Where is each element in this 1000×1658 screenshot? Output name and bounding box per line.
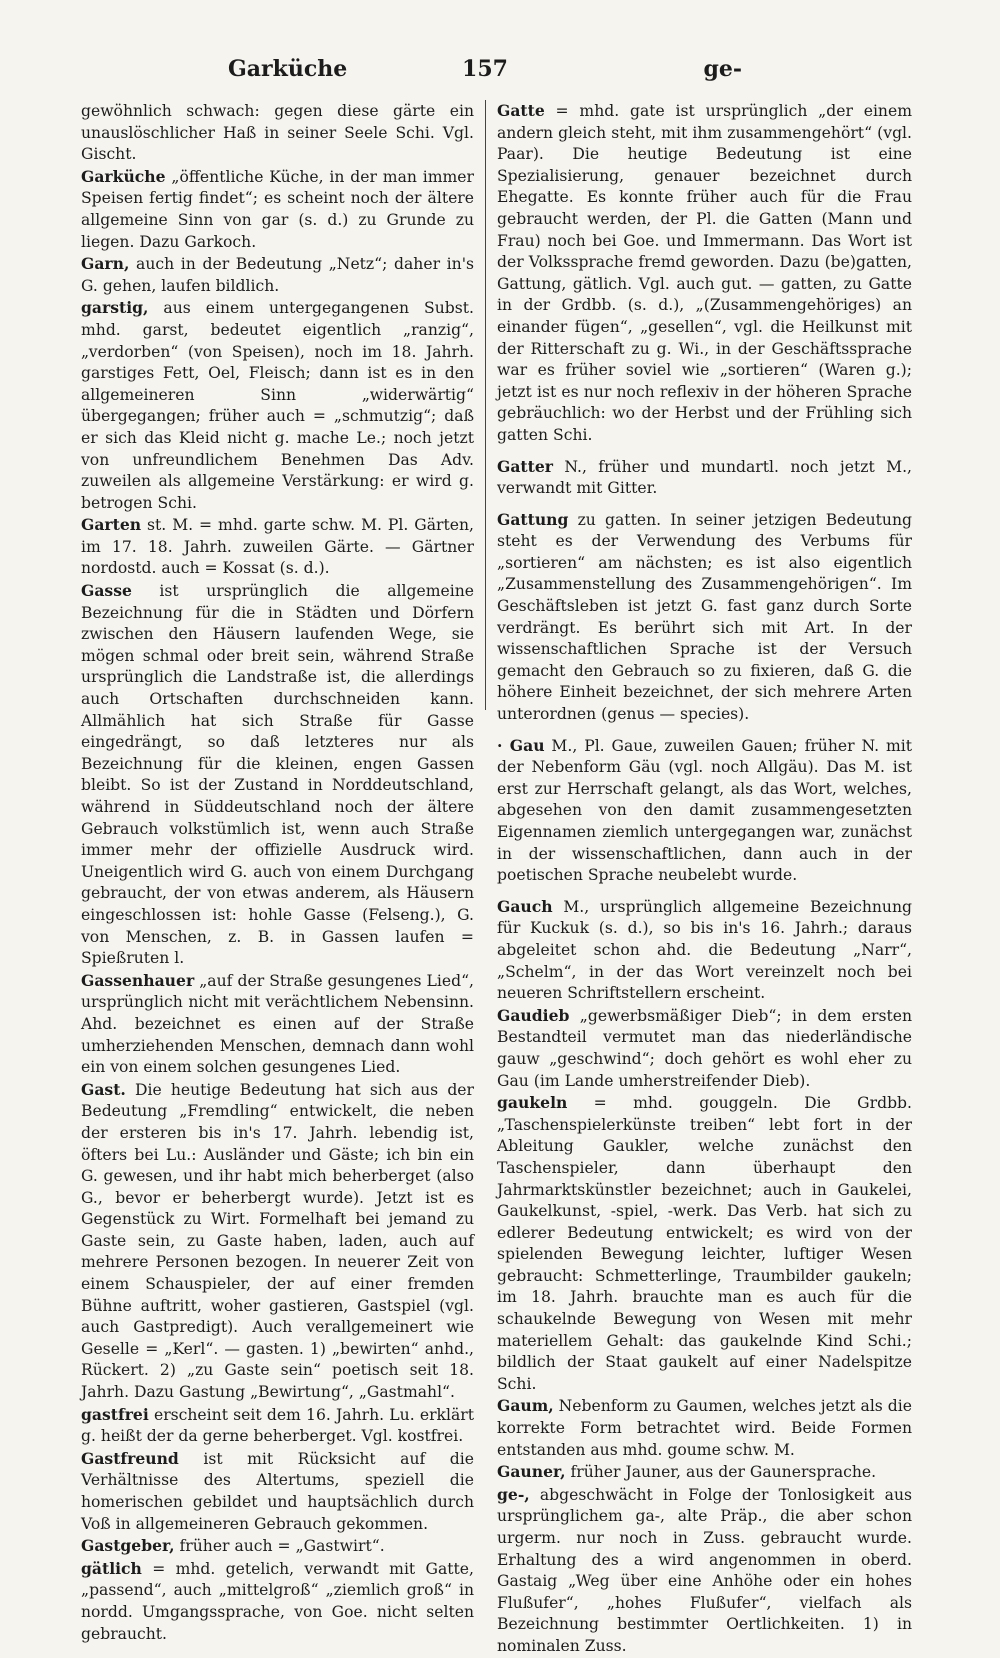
headword: Gasse bbox=[81, 581, 132, 601]
headword: Gatter bbox=[497, 456, 553, 476]
headword: Gast. bbox=[81, 1079, 126, 1099]
entry-gatte bbox=[497, 100, 912, 447]
entry-text: N., früher und mundartl. noch jetzt M., verwandt mit Gitter. bbox=[497, 457, 912, 498]
entry-gast bbox=[81, 1079, 474, 1404]
entry-text: M., Pl. Gaue, zuweilen Gauen; früher N. mit der Nebenform Gäu (vgl. noch Allgäu). Das M. ist erst zur Herrschaft gelangt, als das Wort, welches, abgesehen von den damit zusammengesetzten Eigennamen ziemlich untergegangen war, zunächst in der wissenschaftlichen, dann auch in der poetischen Sprache neubelebt wurde. bbox=[497, 736, 912, 885]
entry-gassenhauer bbox=[81, 970, 474, 1079]
column-divider bbox=[485, 100, 486, 710]
entry-text: st. M. = mhd. garte schw. M. Pl. Gärten, im 17. 18. Jahrh. zuweilen Gärte. — Gärtner nordostd. auch = Kossat (s. d.). bbox=[81, 516, 474, 578]
entry-text: aus einem untergegangenen Subst. mhd. garst, bedeutet eigentlich „ranzig“, „verdorben“ (von Speisen), noch im 18. Jahrh. garstiges Fett, Oel, Fleisch; dann ist es in den allgemeineren Sinn „widerwärtig“ übergegangen; früher auch = „schmutzig“; daß er sich das Kleid nicht g. mache Le.; noch jetzt von unfreundlichem Benehmen Das Adv. zuweilen als allgemeine Verstärkung: er wird g. betrogen Schi. bbox=[81, 299, 474, 512]
headword: · Gau bbox=[497, 735, 545, 755]
entry-text: „öffentliche Küche, in der man immer Speisen fertig findet“; es scheint noch der ältere allgemeine Sinn von gar (s. d.) zu Grunde zu liegen. Dazu Garkoch. bbox=[81, 167, 474, 251]
entry-text: „auf der Straße gesungenes Lied“, ursprünglich nicht mit verächtlichem Nebensinn. Ahd. bezeichnet es einen auf der Straße umherziehenden Menschen, demnach dann wohl ein von einem solchen gesungenes Lied. bbox=[81, 971, 474, 1077]
entry-text: = mhd. gate ist ursprünglich „der einem andern gleich steht, mit ihm zusammengehört“ (vgl. Paar). Die heutige Bedeutung ist eine Spezialisierung, genauer bezeichnet durch Ehegatte. Es konnte früher auch für die Frau gebraucht werden, der Pl. die Gatten (Mann und Frau) noch bei Goe. und Immermann. Das Wort ist der Volkssprache fremd geworden. Dazu (be)gatten, Gattung, gätlich. Vgl. auch gut. — gatten, zu Gatte in der Grdbb. (s. d.), „(Zusammengehöriges) an einander fügen“, „gesellen“, vgl. die Heilkunst mit der Ritterschaft zu g. Wi., in der Geschäftssprache war es früher soviel wie „sortieren“ (Waren g.); jetzt ist es nur noch reflexiv in der höheren Sprache gebräuchlich: wo der Herbst und der Frühling sich gatten Schi. bbox=[497, 102, 912, 444]
entry-text: ist mit Rücksicht auf die Verhältnisse des Altertums, speziell die homerischen gebildet und hauptsächlich durch Voß in allgemeineren Gebrauch gekommen. bbox=[81, 1449, 474, 1533]
headword: Gattung bbox=[497, 509, 569, 529]
headword: Gaum, bbox=[497, 1396, 554, 1416]
headword: Gastfreund bbox=[81, 1448, 179, 1468]
headword: ge-, bbox=[497, 1484, 530, 1504]
entry-text: Nebenform zu Gaumen, welches jetzt als die korrekte Form betrachtet wird. Beide Formen entstanden aus mhd. goume schw. M. bbox=[497, 1397, 912, 1459]
entry-text: M., ursprünglich allgemeine Bezeichnung für Kuckuk (s. d.), so bis in's 16. Jahrh.; daraus abgeleitet schon ahd. die Bedeutung „Narr“, „Schelm“, in der das Wort vereinzelt noch bei neueren Schriftstellern erscheint. bbox=[497, 897, 912, 1003]
entry-gastfrei bbox=[81, 1404, 474, 1448]
entry-text: = mhd. getelich, verwandt mit Gatte, „passend“, auch „mittelgroß“ „ziemlich groß“ in nordd. Umgangssprache, von Goe. nicht selten gebraucht. bbox=[81, 1559, 474, 1643]
entry-gastgeber bbox=[81, 1535, 474, 1558]
entry-ge bbox=[497, 1484, 912, 1658]
entry-continuation: gewöhnlich schwach: gegen diese gärte ein unauslöschlicher Haß in seiner Seele Schi. Vgl. Gischt. bbox=[81, 102, 474, 164]
header-catchword-right: ge- bbox=[703, 56, 742, 82]
headword: Garküche bbox=[81, 166, 166, 186]
entry-garstig bbox=[81, 297, 474, 514]
entry-text: Die heutige Bedeutung hat sich aus der Bedeutung „Fremdling“ entwickelt, die neben der ersteren bis in's 17. Jahrh. lebendig ist, öfters bei Lu.: Ausländer und Gäste; ich bin ein G. gewesen, und ihr habt mich beherberget (also G., bevor er beherbergt wurde). Jetzt ist es Gegenstück zu Wirt. Formelhaft bei jemand zu Gaste sein, zu Gaste haben, laden, auch auf mehrere Personen bezogen. In neuerer Zeit von einem Schauspieler, der auf einer fremden Bühne auftritt, woher gastieren, Gastspiel (vgl. auch Gastpredigt). Auch verallgemeinert wie Geselle = „Kerl“. — gasten. 1) „bewirten“ anhd., Rückert. 2) „zu Gaste sein“ poetisch seit 18. Jahrh. Dazu Gastung „Bewirtung“, „Gastmahl“. bbox=[81, 1080, 474, 1402]
entry-text: erscheint seit dem 16. Jahrh. Lu. erklärt g. heißt der da gerne beherberget. Vgl. kostfrei. bbox=[81, 1405, 474, 1446]
headword: gastfrei bbox=[81, 1404, 149, 1424]
headword: Gauner, bbox=[497, 1462, 566, 1482]
entry-text: = mhd. gouggeln. Die Grdbb. „Taschenspielerkünste treiben“ lebt fort in der Ableitung Gaukler, welche zunächst den Taschenspieler, dann überhaupt den Jahrmarktskünstler bezeichnet; auch in Gaukelei, Gaukelkunst, -spiel, -werk. Das Verb. hat sich zu edlerer Bedeutung entwickelt; es wird von der spielenden Bewegung leichter, luftiger Wesen gebraucht: Schmetterlinge, Traumbilder gaukeln; im 18. Jahrh. brauchte man es auch für die schaukelnde Bewegung von Wesen mit mehr materiellem Gehalt: das gaukelnde Kind Schi.; bildlich der Staat gaukelt auf einer Nadelspitze Schi. bbox=[497, 1094, 912, 1393]
entry-text: „gewerbsmäßiger Dieb“; in dem ersten Bestandteil vermutet man das niederländische gauw „geschwind“; doch gehört es wohl eher zu Gau (im Lande umherstreifender Dieb). bbox=[497, 1006, 912, 1090]
entry-text: früher auch = „Gastwirt“. bbox=[174, 1537, 385, 1556]
page-number: 157 bbox=[462, 56, 508, 82]
headword: Gauch bbox=[497, 896, 553, 916]
entry-gaudieb bbox=[497, 1005, 912, 1092]
headword: gaukeln bbox=[497, 1093, 568, 1113]
entry-gau bbox=[497, 735, 912, 887]
left-column bbox=[81, 100, 474, 1643]
header-catchword-left: Garküche bbox=[228, 56, 348, 82]
entry-text: früher Jauner, aus der Gaunersprache. bbox=[565, 1463, 877, 1482]
right-column bbox=[497, 100, 912, 1655]
entry-garkueche bbox=[81, 166, 474, 253]
headword: gätlich bbox=[81, 1558, 142, 1578]
headword: Gassenhauer bbox=[81, 970, 195, 990]
entry-garten bbox=[81, 514, 474, 580]
entry-gastfreund bbox=[81, 1448, 474, 1535]
headword: Gaudieb bbox=[497, 1005, 570, 1025]
entry-text: zu gatten. In seiner jetzigen Bedeutung steht es der Verwendung des Verbums für „sortieren“ am nächsten; es ist also eigentlich „Zusammenstellung des Zusammengehörigen“. Im Geschäftsleben ist jetzt G. fast ganz durch Sorte verdrängt. Es berührt sich mit Art. In der wissenschaftlichen Sprache ist der Versuch gemacht den Gebrauch so zu fixieren, daß G. die höhere Einheit bezeichnet, der sich mehrere Arten unterordnen (genus — species). bbox=[497, 510, 912, 724]
entry-gattung bbox=[497, 509, 912, 726]
entry-text: abgeschwächt in Folge der Tonlosigkeit aus ursprünglichem ga-, alte Präp., die aber schon urgerm. nur noch in Zuss. gebraucht wurde. Erhaltung des a wird angenommen in oberd. Gastaig „Weg über eine Anhöhe oder ein hohes Flußufer“, „hohes Flußufer“, vielfach als Bezeichnung bestimmter Oertlichkeiten. 1) in nominalen Zuss. bbox=[497, 1485, 912, 1655]
entry-gaetlich bbox=[81, 1558, 474, 1645]
entry-gauner bbox=[497, 1461, 912, 1484]
running-header bbox=[228, 56, 742, 90]
headword: Garten bbox=[81, 515, 142, 535]
headword: Garn, bbox=[81, 254, 130, 274]
entry-gaukeln bbox=[497, 1092, 912, 1395]
headword: Gastgeber, bbox=[81, 1536, 175, 1556]
entry-gauch bbox=[497, 896, 912, 1005]
entry-gasse bbox=[81, 580, 474, 970]
entry-gaum bbox=[497, 1395, 912, 1461]
entry-gatter bbox=[497, 456, 912, 500]
entry-garn bbox=[81, 253, 474, 297]
entry-text: ist ursprünglich die allgemeine Bezeichnung für die in Städten und Dörfern zwischen den Häusern laufenden Wege, sie mögen schmal oder breit sein, während Straße ursprünglich die Landstraße ist, die allerdings auch Ortschaften durchschneiden kann. Allmählich hat sich Straße für Gasse eingedrängt, so daß letzteres nur als Bezeichnung für die kleinen, engen Gassen bleibt. So ist der Zustand in Norddeutschland, während in Süddeutschland noch der ältere Gebrauch volkstümlich ist, wenn auch Straße immer mehr der offizielle Ausdruck wird. Uneigentlich wird G. auch von einem Durchgang gebraucht, der von etwas anderem, als Häusern eingeschlossen ist: hohle Gasse (Felseng.), G. von Menschen, z. B. in Gassen laufen = Spießruten l. bbox=[81, 582, 474, 968]
headword: garstig, bbox=[81, 298, 149, 318]
headword: Gatte bbox=[497, 101, 545, 120]
entry-text: auch in der Bedeutung „Netz“; daher in's G. gehen, laufen bildlich. bbox=[81, 255, 474, 295]
